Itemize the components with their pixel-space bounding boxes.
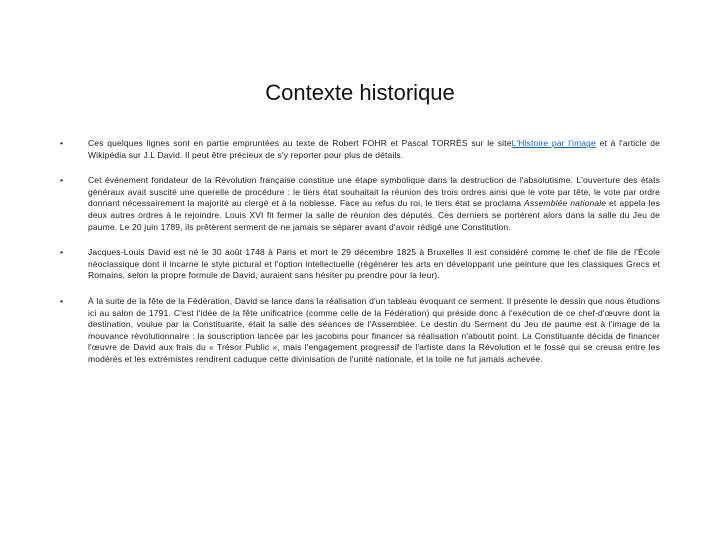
bullet-david-bio-text: Jacques-Louis David est né le 30 août 1748 à Paris et mort le 29 décembre 1825 à Bruxelles Il est considéré comme le chef de file de l'École néoclassique dont il incarne le style pictural et l'option intellectuelle (régénérer les arts en développant une peinture que les classiques Grecs et Romains, selon la propre formule de David, auraient sans hésiter pu prendre pour la leur). — [88, 247, 660, 281]
bullet-event-text-a: Cet événement fondateur de la Révolution française constitue une étape symbolique dans la destruction de l'absolutisme. L'ouverture des états généraux avait suscité une querelle de procédure : le tiers état souhaitait la réunion des trois ordres ainsi que le vote par tête, le vote par ordre donnant nécessairement la majorité au clergé et à la noblesse. Face au refus du roi, le tiers état se proclama — [88, 175, 660, 209]
bullet-event — [60, 175, 660, 233]
bullet-dot-icon: • — [60, 295, 64, 306]
bullet-list — [60, 138, 660, 380]
bullet-painting — [60, 296, 660, 366]
bullet-dot-icon: • — [60, 247, 64, 258]
bullet-event-emphasis: Assemblée nationale — [524, 198, 607, 209]
bullet-sources-text-before: Ces quelques lignes sont en partie empruntées au texte de Robert FOHR et Pascal TORRÈS sur le site — [88, 138, 512, 148]
bullet-sources — [60, 138, 660, 161]
bullet-dot-icon: • — [60, 175, 64, 186]
bullet-sources-text-after: et à l'article de Wikipédia sur J.L David. Il peut être précieux de s'y reporter pour plus de détails. — [88, 138, 660, 160]
bullet-dot-icon: • — [60, 138, 64, 148]
bullet-david-bio — [60, 247, 660, 282]
slide-title: Contexte historique — [265, 80, 455, 105]
bullet-painting-text: À la suite de la fête de la Fédération, David se lance dans la réalisation d'un tableau évoquant ce serment. Il présente le dessin que nous étudions ici au salon de 1791. C'est l'idée de la fête unificatrice (comme celle de la Fédération) qui préside donc à l'exécution de ce chef-d'œuvre dont la destination, voulue par la Constituante, était la salle des séances de l'Assemblée. Le destin du Serment du Jeu de paume est à l'image de la mouvance révolutionnaire : la souscription lancée par les jacobins pour financer sa réalisation n'aboutit point. La Constituante décida de financer l'œuvre de David aux frais du « Trésor Public », mais l'engagement progressif de l'artiste dans la Révolution et le fossé qui se creusa entre les modérés et les extrémistes rendirent caduque cette divinisation de l'unité nationale, et la toile ne fut jamais achevée. — [88, 295, 660, 364]
bullet-event-text-b: et appela les deux autres ordres à le rejoindre. Louis XVI fit fermer la salle de réunion des députés. Ces derniers se portèrent alors dans la salle du Jeu de paume. Le 20 juin 1789, ils prêtèrent serment de ne jamais se séparer avant d'avoir rédigé une Constitution. — [88, 198, 660, 232]
histoire-par-image-link[interactable]: L'Histoire par l'image — [511, 138, 596, 148]
